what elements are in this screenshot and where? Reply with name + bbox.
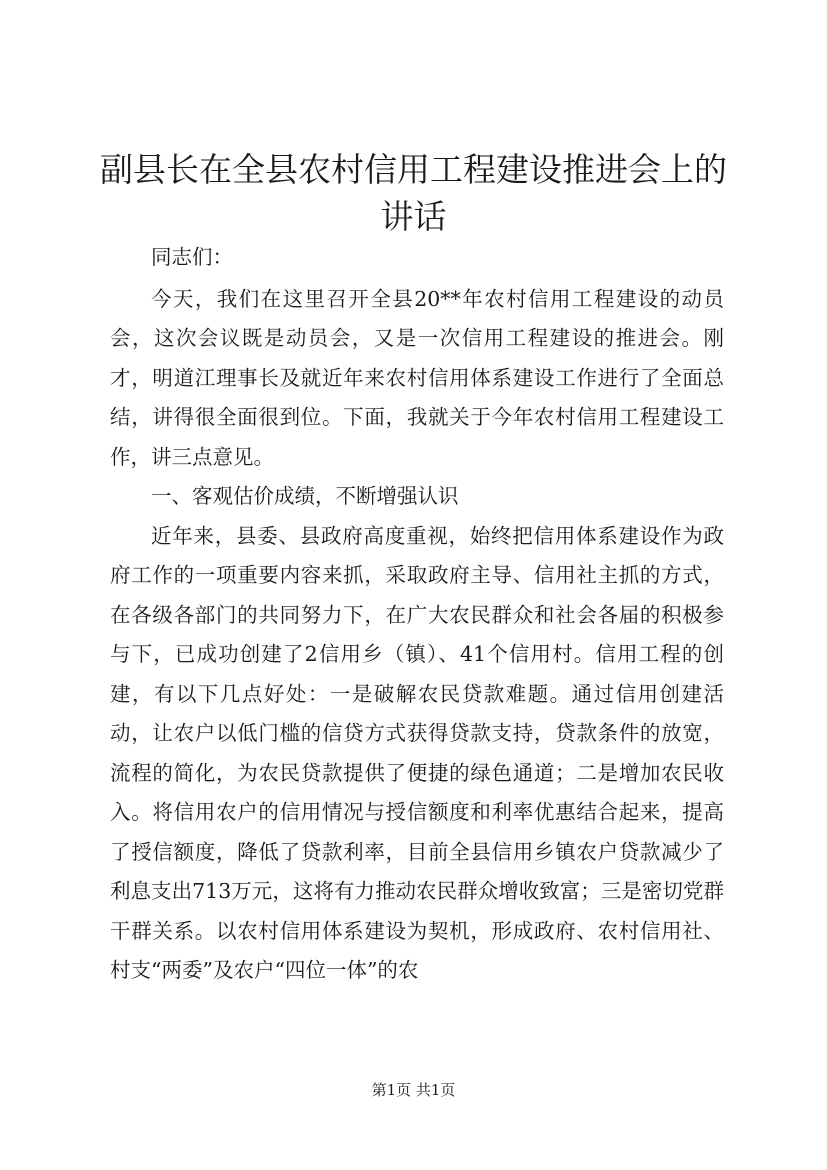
section-heading-1: 一、客观估价成绩，不断增强认识 — [151, 484, 459, 508]
paragraph-achievements: 近年来，县委、县政府高度重视，始终把信用体系建设作为政府工作的一项重要内容来抓，采取政府主导、信用社主抓的方式，在各级各部门的共同努力下，在广大农民群众和社会各届的积极参与下，已成功创建了2信用乡（镇）、41个信用村。信用工程的创建，有以下几点好处：一是破解农民贷款难题。通过信用创建活动，让农户以低门槛的信贷方式获得贷款支持，贷款条件的放宽，流程的简化，为农民贷款提供了便捷的绿色通道；二是增加农民收入。将信用农户的信用情况与授信额度和利率优惠结合起来，提高了授信额度，降低了贷款利率，目前全县信用乡镇农户贷款减少了利息支出713万元，这将有力推动农民群众增收致富；三是密切党群干群关系。以农村信用体系建设为契机，形成政府、农村信用社、村支“两委”及农户“四位一体”的农 — [110, 523, 724, 982]
paragraph-opening: 今天，我们在这里召开全县20**年农村信用工程建设的动员会，这次会议既是动员会，又是一次信用工程建设的推进会。刚才，明道江理事长及就近年来农村信用体系建设工作进行了全面总结，讲得很全面很到位。下面，我就关于今年农村信用工程建设工作，讲三点意见。 — [110, 286, 724, 469]
document-body — [110, 238, 724, 991]
document-title: 副县长在全县农村信用工程建设推进会上的讲话 — [100, 150, 727, 236]
page-footer: 第1页 共1页 — [371, 1081, 456, 1099]
greeting: 同志们： — [151, 245, 233, 269]
